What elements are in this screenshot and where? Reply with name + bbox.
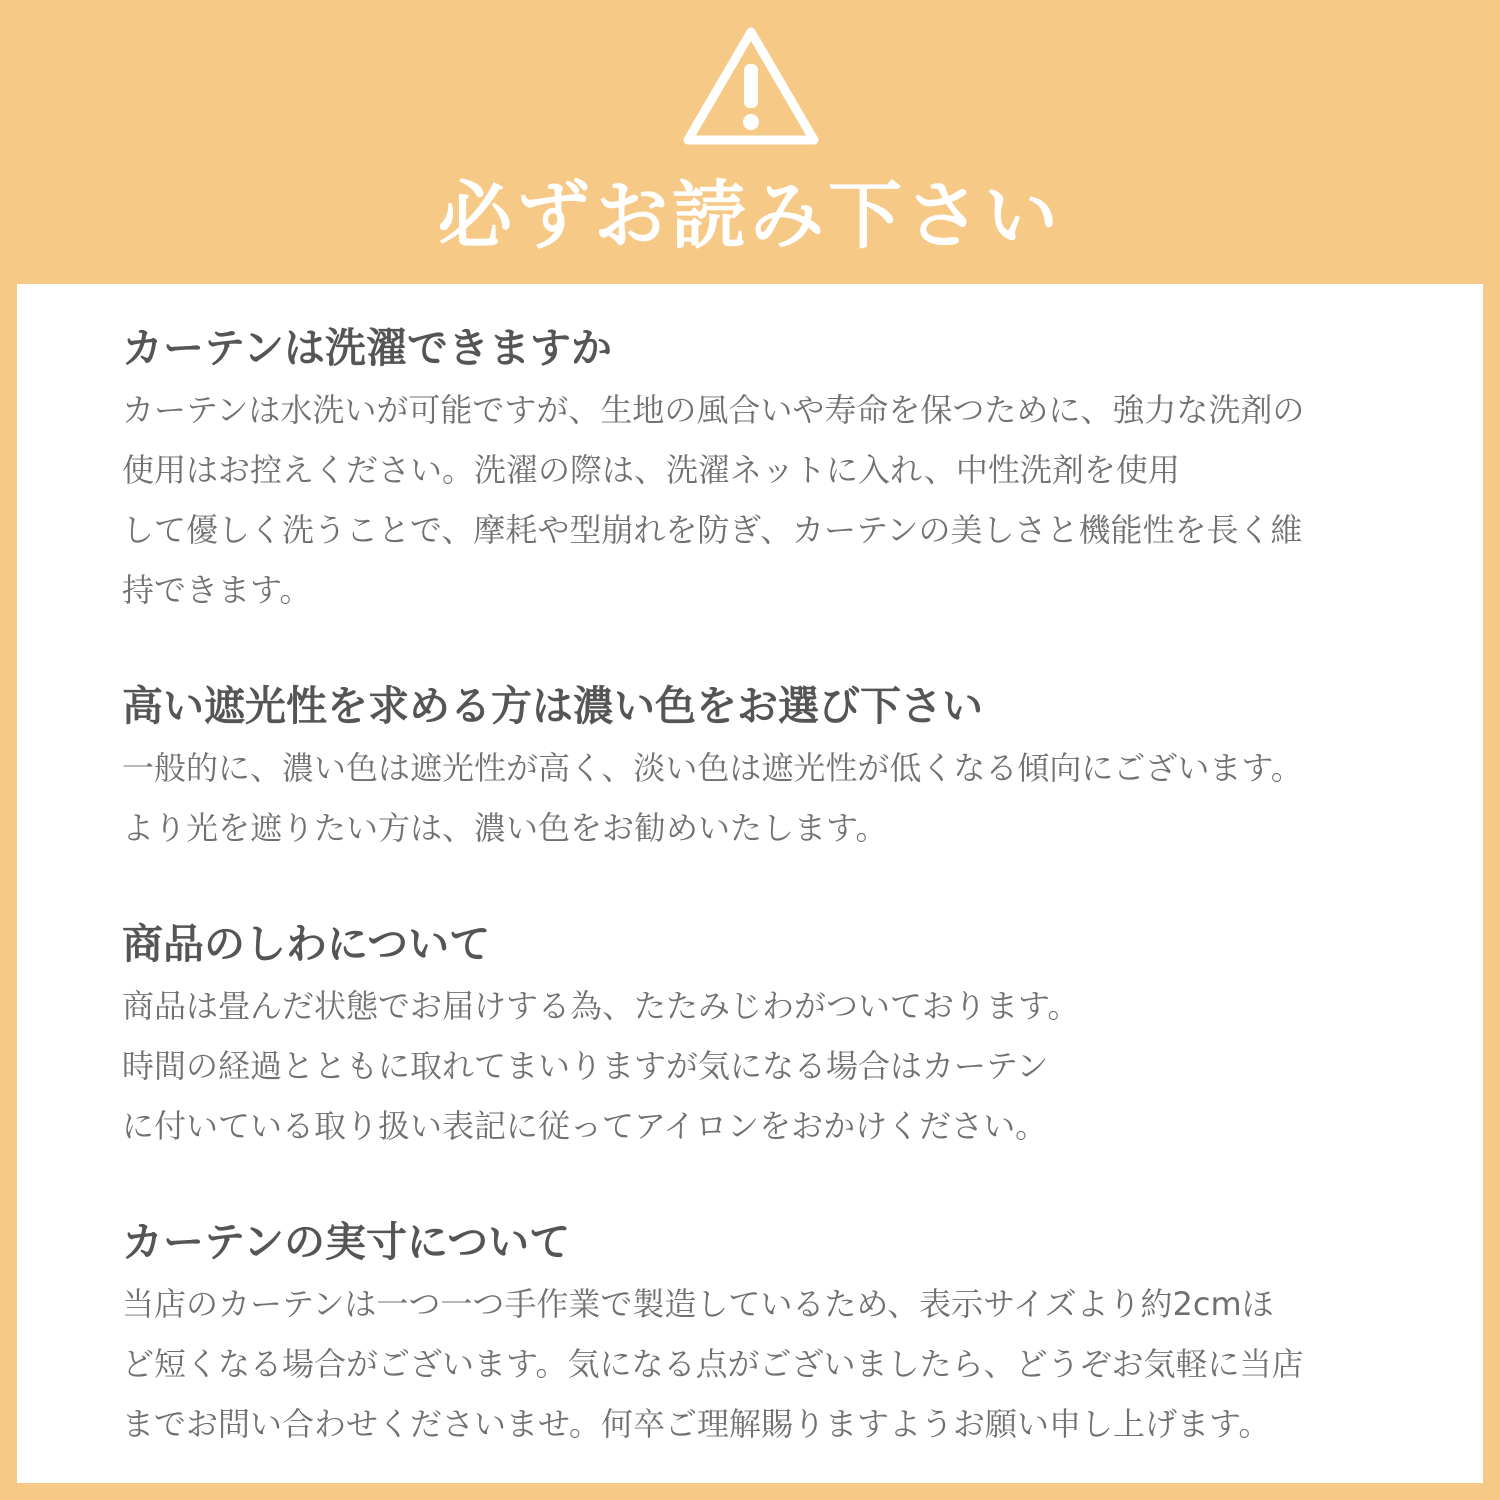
section-washing [122,320,1402,620]
body-line: 商品は畳んだ状態でお届けする為、たたみじわがついております。 [122,987,1080,1025]
body-line: 持できます。 [122,571,312,609]
body-line: に付いている取り扱い表記に従ってアイロンをおかけください。 [122,1107,1048,1145]
body-line: より光を遮りたい方は、濃い色をお勧めいたします。 [122,809,888,847]
body-line: して優しく洗うことで、摩耗や型崩れを防ぎ、カーテンの美しさと機能性を長く維 [122,511,1303,549]
section-body [122,972,1402,1156]
body-line: ど短くなる場合がございます。気になる点がございましたら、どうぞお気軽に当店 [122,1345,1304,1383]
section-heading: カーテンの実寸について [122,1218,571,1266]
section-wrinkles [122,916,1402,1156]
section-blackout [122,678,1402,858]
section-body [122,734,1402,858]
section-body [122,1270,1402,1454]
warning-triangle-icon [680,24,822,150]
page-title: 必ずお読み下さい [438,173,1062,259]
section-heading: カーテンは洗濯できますか [122,324,612,372]
section-body [122,376,1402,620]
body-line: までお問い合わせくださいませ。何卒ご理解賜りますようお願い申し上げます。 [122,1405,1271,1443]
content-panel [17,284,1483,1483]
body-line: カーテンは水洗いが可能ですが、生地の風合いや寿命を保つために、強力な洗剤の [122,391,1305,429]
body-line: 一般的に、濃い色は遮光性が高く、淡い色は遮光性が低くなる傾向にございます。 [122,749,1303,787]
section-actual-size [122,1214,1402,1454]
section-heading: 高い遮光性を求める方は濃い色をお選び下さい [122,682,983,730]
section-heading: 商品のしわについて [122,920,491,968]
body-line: 使用はお控えください。洗濯の際は、洗濯ネットに入れ、中性洗剤を使用 [122,451,1180,489]
body-line: 時間の経過とともに取れてまいりますが気になる場合はカーテン [122,1047,1049,1085]
body-line: 当店のカーテンは一つ一つ手作業で製造しているため、表示サイズより約2cmほ [122,1285,1274,1323]
